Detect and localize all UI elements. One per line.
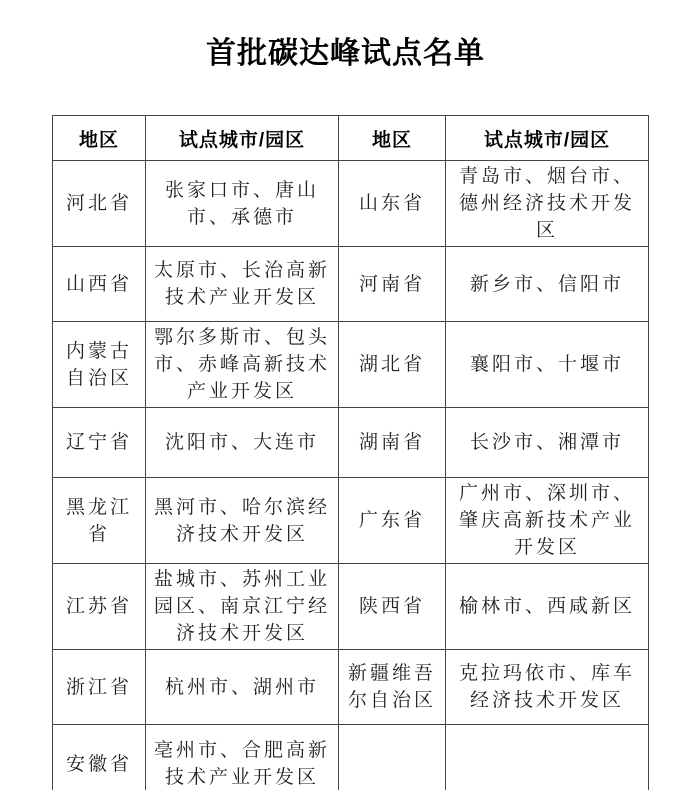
region-cell: 辽宁省: [53, 408, 146, 478]
cities-cell: 克拉玛依市、库车经济技术开发区: [446, 650, 649, 725]
region-cell: 山西省: [53, 247, 146, 322]
region-cell: 河北省: [53, 161, 146, 247]
region-cell: 河南省: [339, 247, 446, 322]
table-row: [53, 408, 649, 478]
cities-cell: 黑河市、哈尔滨经济技术开发区: [146, 478, 339, 564]
region-cell: 黑龙江省: [53, 478, 146, 564]
region-cell: 湖北省: [339, 322, 446, 408]
cities-cell: 青岛市、烟台市、德州经济技术开发区: [446, 161, 649, 247]
region-cell: 湖南省: [339, 408, 446, 478]
page-title: 首批碳达峰试点名单: [206, 37, 485, 70]
header-cities-left: 试点城市/园区: [146, 116, 339, 161]
region-cell: 内蒙古自治区: [53, 322, 146, 408]
cities-cell: 长沙市、湘潭市: [446, 408, 649, 478]
region-cell: 安徽省: [53, 725, 146, 790]
pilot-list-table: [52, 115, 649, 790]
region-cell: 山东省: [339, 161, 446, 247]
cities-cell: 太原市、长治高新技术产业开发区: [146, 247, 339, 322]
table-header-row: [53, 116, 649, 161]
cities-cell: [446, 725, 649, 790]
table-row: [53, 564, 649, 650]
table-row: [53, 161, 649, 247]
header-region-left: 地区: [53, 116, 146, 161]
table-row: [53, 478, 649, 564]
table-row: [53, 725, 649, 790]
region-cell: [339, 725, 446, 790]
header-cities-right: 试点城市/园区: [446, 116, 649, 161]
cities-cell: 鄂尔多斯市、包头市、赤峰高新技术产业开发区: [146, 322, 339, 408]
cities-cell: 张家口市、唐山市、承德市: [146, 161, 339, 247]
cities-cell: 襄阳市、十堰市: [446, 322, 649, 408]
table-row: [53, 650, 649, 725]
region-cell: 新疆维吾尔自治区: [339, 650, 446, 725]
cities-cell: 广州市、深圳市、肇庆高新技术产业开发区: [446, 478, 649, 564]
cities-cell: 亳州市、合肥高新技术产业开发区: [146, 725, 339, 790]
table-row: [53, 247, 649, 322]
region-cell: 陕西省: [339, 564, 446, 650]
cities-cell: 榆林市、西咸新区: [446, 564, 649, 650]
cities-cell: 沈阳市、大连市: [146, 408, 339, 478]
cities-cell: 杭州市、湖州市: [146, 650, 339, 725]
region-cell: 江苏省: [53, 564, 146, 650]
region-cell: 广东省: [339, 478, 446, 564]
region-cell: 浙江省: [53, 650, 146, 725]
header-region-right: 地区: [339, 116, 446, 161]
cities-cell: 新乡市、信阳市: [446, 247, 649, 322]
cities-cell: 盐城市、苏州工业园区、南京江宁经济技术开发区: [146, 564, 339, 650]
table-row: [53, 322, 649, 408]
